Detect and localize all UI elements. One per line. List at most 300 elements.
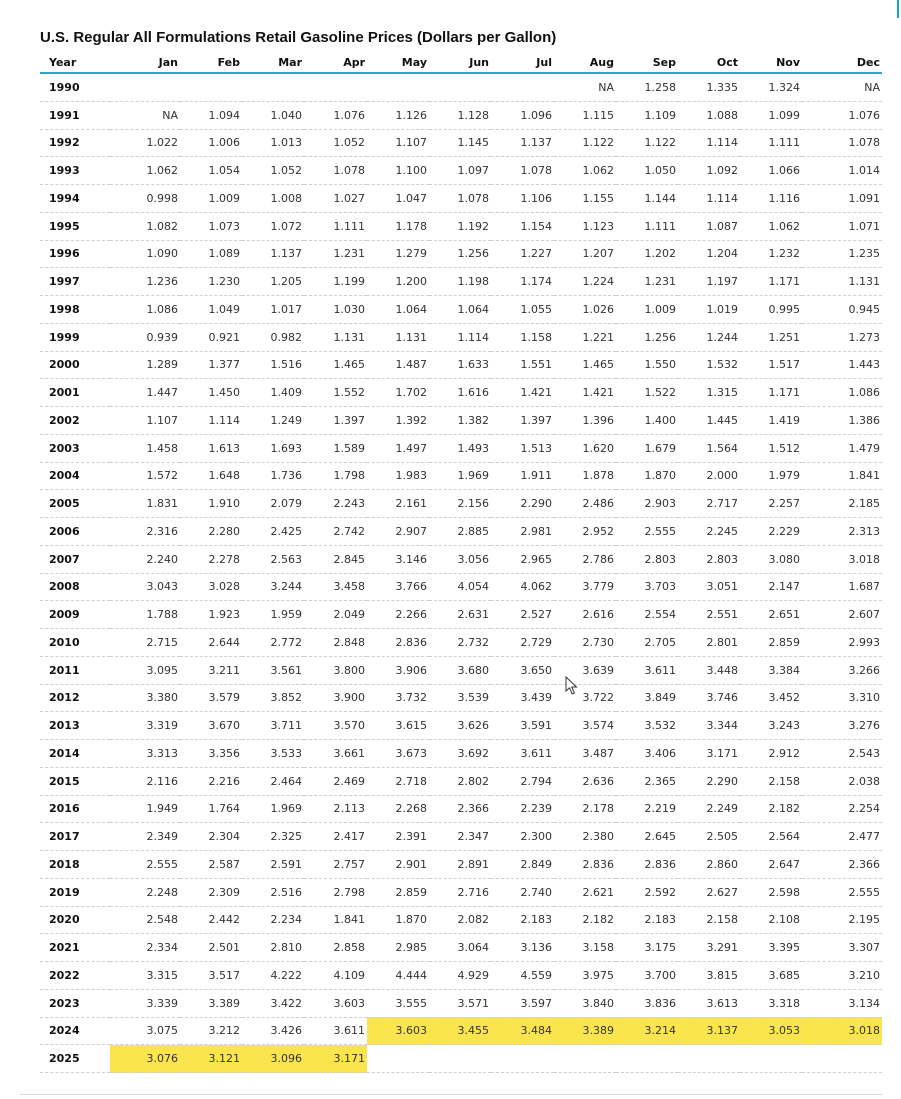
price-cell: 3.626: [429, 712, 491, 740]
price-cell: 1.236: [110, 268, 180, 296]
year-cell: 2009: [40, 601, 110, 629]
table-row: [40, 962, 882, 990]
price-cell: 1.445: [678, 407, 740, 435]
price-cell: 2.845: [304, 545, 367, 573]
price-cell: [242, 73, 304, 101]
table-row: [40, 268, 882, 296]
price-cell: [429, 73, 491, 101]
price-cell: 3.906: [367, 656, 429, 684]
price-cell: 2.347: [429, 823, 491, 851]
year-cell: 2022: [40, 962, 110, 990]
price-cell: 2.349: [110, 823, 180, 851]
price-cell: 1.092: [678, 157, 740, 185]
price-cell: 3.703: [616, 573, 678, 601]
price-cell: 2.952: [554, 518, 616, 546]
year-cell: 2021: [40, 934, 110, 962]
price-cell: 1.479: [802, 434, 882, 462]
table-row: [40, 351, 882, 379]
year-cell: 2013: [40, 712, 110, 740]
price-cell: 1.221: [554, 323, 616, 351]
price-cell: 1.230: [180, 268, 242, 296]
price-cell: 2.740: [491, 878, 554, 906]
price-cell: 2.803: [616, 545, 678, 573]
price-cell: 1.419: [740, 407, 802, 435]
price-cell: 3.900: [304, 684, 367, 712]
year-cell: 1999: [40, 323, 110, 351]
price-cell: 2.527: [491, 601, 554, 629]
price-cell: 1.008: [242, 185, 304, 213]
price-cell: 3.384: [740, 656, 802, 684]
price-cell: 2.290: [491, 490, 554, 518]
year-cell: 1997: [40, 268, 110, 296]
table-row: [40, 1017, 882, 1045]
price-cell: 2.380: [554, 823, 616, 851]
year-cell: 1996: [40, 240, 110, 268]
table-row: [40, 934, 882, 962]
price-cell: 4.444: [367, 962, 429, 990]
price-cell: 2.219: [616, 795, 678, 823]
price-cell: 1.052: [242, 157, 304, 185]
price-cell: 2.757: [304, 851, 367, 879]
price-cell: 2.505: [678, 823, 740, 851]
price-cell: 1.397: [491, 407, 554, 435]
price-cell: 3.211: [180, 656, 242, 684]
price-cell: 2.705: [616, 629, 678, 657]
price-cell: 1.450: [180, 379, 242, 407]
price-cell: 1.572: [110, 462, 180, 490]
price-cell: 1.019: [678, 296, 740, 324]
table-row: [40, 407, 882, 435]
price-cell: 3.722: [554, 684, 616, 712]
price-cell: 1.026: [554, 296, 616, 324]
price-cell: 1.564: [678, 434, 740, 462]
price-cell: 1.013: [242, 129, 304, 157]
year-cell: 2010: [40, 629, 110, 657]
table-row: [40, 878, 882, 906]
year-cell: 1993: [40, 157, 110, 185]
price-cell: 1.693: [242, 434, 304, 462]
price-cell: 1.096: [491, 101, 554, 129]
price-cell: 1.458: [110, 434, 180, 462]
price-cell: 2.810: [242, 934, 304, 962]
price-cell: 1.050: [616, 157, 678, 185]
price-cell: 1.648: [180, 462, 242, 490]
price-cell: 1.171: [740, 268, 802, 296]
price-cell: 0.982: [242, 323, 304, 351]
table-row: [40, 240, 882, 268]
price-cell: 3.611: [304, 1017, 367, 1045]
price-cell: 1.158: [491, 323, 554, 351]
table-row: [40, 989, 882, 1017]
scrollbar-accent: [897, 0, 899, 18]
table-row: [40, 573, 882, 601]
price-cell: 2.563: [242, 545, 304, 573]
price-cell: 2.564: [740, 823, 802, 851]
price-cell: 2.627: [678, 878, 740, 906]
table-row: [40, 73, 882, 101]
price-cell: 2.313: [802, 518, 882, 546]
price-cell: 2.113: [304, 795, 367, 823]
price-cell: 2.183: [491, 906, 554, 934]
price-cell: 2.300: [491, 823, 554, 851]
table-row: [40, 684, 882, 712]
price-cell: [367, 1045, 429, 1073]
price-cell: 1.088: [678, 101, 740, 129]
price-cell: 3.018: [802, 545, 882, 573]
price-cell: 2.442: [180, 906, 242, 934]
price-cell: [678, 1045, 740, 1073]
price-cell: 2.243: [304, 490, 367, 518]
price-cell: [304, 73, 367, 101]
price-cell: 1.114: [180, 407, 242, 435]
table-row: [40, 712, 882, 740]
price-cell: 2.108: [740, 906, 802, 934]
price-cell: 1.831: [110, 490, 180, 518]
price-cell: 2.732: [429, 629, 491, 657]
price-cell: 1.178: [367, 212, 429, 240]
price-cell: 1.144: [616, 185, 678, 213]
price-cell: 1.400: [616, 407, 678, 435]
page-title: U.S. Regular All Formulations Retail Gasoline Prices (Dollars per Gallon): [40, 29, 557, 46]
price-cell: 2.280: [180, 518, 242, 546]
price-cell: 1.589: [304, 434, 367, 462]
price-cell: 2.245: [678, 518, 740, 546]
price-cell: 1.116: [740, 185, 802, 213]
price-cell: 1.382: [429, 407, 491, 435]
price-cell: 1.017: [242, 296, 304, 324]
price-cell: 3.533: [242, 740, 304, 768]
price-cell: 3.406: [616, 740, 678, 768]
price-cell: 1.396: [554, 407, 616, 435]
price-cell: 1.969: [242, 795, 304, 823]
price-cell: 1.273: [802, 323, 882, 351]
column-header-year: Year: [40, 52, 110, 73]
price-cell: 2.216: [180, 767, 242, 795]
year-cell: 2016: [40, 795, 110, 823]
table-row: [40, 767, 882, 795]
price-cell: 2.464: [242, 767, 304, 795]
price-cell: 2.598: [740, 878, 802, 906]
price-cell: 2.801: [678, 629, 740, 657]
column-header-dec: Dec: [802, 52, 882, 73]
price-cell: 3.307: [802, 934, 882, 962]
price-cell: 1.066: [740, 157, 802, 185]
year-cell: 2002: [40, 407, 110, 435]
price-cell: 3.779: [554, 573, 616, 601]
price-cell: 1.923: [180, 601, 242, 629]
price-cell: 2.587: [180, 851, 242, 879]
price-cell: 1.078: [491, 157, 554, 185]
table-header-row: [40, 52, 882, 73]
price-cell: 1.392: [367, 407, 429, 435]
price-cell: 1.979: [740, 462, 802, 490]
table-row: [40, 185, 882, 213]
price-cell: 1.205: [242, 268, 304, 296]
price-cell: [429, 1045, 491, 1073]
price-cell: 3.611: [491, 740, 554, 768]
price-cell: NA: [554, 73, 616, 101]
price-cell: 1.107: [110, 407, 180, 435]
price-cell: 2.555: [616, 518, 678, 546]
price-cell: 1.047: [367, 185, 429, 213]
price-cell: [491, 73, 554, 101]
price-cell: 3.487: [554, 740, 616, 768]
mouse-pointer-icon: [565, 676, 579, 696]
price-cell: 1.522: [616, 379, 678, 407]
price-cell: 2.161: [367, 490, 429, 518]
price-cell: 3.075: [110, 1017, 180, 1045]
price-cell: 2.278: [180, 545, 242, 573]
price-cell: 1.131: [367, 323, 429, 351]
price-cell: 3.579: [180, 684, 242, 712]
price-cell: 3.426: [242, 1017, 304, 1045]
price-cell: 1.279: [367, 240, 429, 268]
price-cell: 1.409: [242, 379, 304, 407]
price-cell: 2.156: [429, 490, 491, 518]
price-cell: 1.107: [367, 129, 429, 157]
price-cell: 0.939: [110, 323, 180, 351]
price-cell: 3.611: [616, 656, 678, 684]
year-cell: 2001: [40, 379, 110, 407]
price-cell: 3.137: [678, 1017, 740, 1045]
price-cell: 1.841: [802, 462, 882, 490]
price-cell: 2.729: [491, 629, 554, 657]
price-cell: 3.555: [367, 989, 429, 1017]
price-cell: NA: [110, 101, 180, 129]
price-cell: 1.078: [304, 157, 367, 185]
price-cell: 2.158: [678, 906, 740, 934]
price-cell: 3.661: [304, 740, 367, 768]
price-cell: 3.692: [429, 740, 491, 768]
price-cell: 3.064: [429, 934, 491, 962]
price-cell: 3.121: [180, 1045, 242, 1073]
table-row: [40, 823, 882, 851]
price-cell: 3.711: [242, 712, 304, 740]
price-cell: 1.532: [678, 351, 740, 379]
price-cell: 1.171: [740, 379, 802, 407]
price-cell: 1.910: [180, 490, 242, 518]
price-cell: 1.078: [429, 185, 491, 213]
price-cell: 1.256: [429, 240, 491, 268]
price-cell: 2.240: [110, 545, 180, 573]
price-cell: 1.315: [678, 379, 740, 407]
price-cell: 3.313: [110, 740, 180, 768]
price-cell: 2.038: [802, 767, 882, 795]
price-cell: 1.335: [678, 73, 740, 101]
price-cell: 3.448: [678, 656, 740, 684]
price-cell: 1.552: [304, 379, 367, 407]
price-cell: 3.613: [678, 989, 740, 1017]
year-cell: 2000: [40, 351, 110, 379]
price-cell: 2.366: [429, 795, 491, 823]
price-cell: 3.975: [554, 962, 616, 990]
price-cell: 1.090: [110, 240, 180, 268]
price-cell: 1.235: [802, 240, 882, 268]
price-cell: 2.849: [491, 851, 554, 879]
price-cell: 1.099: [740, 101, 802, 129]
price-cell: 1.022: [110, 129, 180, 157]
price-cell: 1.009: [616, 296, 678, 324]
price-cell: 2.548: [110, 906, 180, 934]
price-cell: 1.086: [110, 296, 180, 324]
column-header-jan: Jan: [110, 52, 180, 73]
price-cell: 2.516: [242, 878, 304, 906]
price-cell: [802, 1045, 882, 1073]
price-cell: 2.325: [242, 823, 304, 851]
price-cell: 3.210: [802, 962, 882, 990]
price-cell: 3.484: [491, 1017, 554, 1045]
price-cell: 1.421: [554, 379, 616, 407]
price-cell: 3.318: [740, 989, 802, 1017]
price-cell: 1.497: [367, 434, 429, 462]
price-cell: 3.356: [180, 740, 242, 768]
price-cell: 1.969: [429, 462, 491, 490]
price-cell: 2.621: [554, 878, 616, 906]
price-cell: 2.717: [678, 490, 740, 518]
price-cell: 1.027: [304, 185, 367, 213]
year-cell: 2006: [40, 518, 110, 546]
price-cell: 2.616: [554, 601, 616, 629]
price-cell: 2.901: [367, 851, 429, 879]
column-header-aug: Aug: [554, 52, 616, 73]
table-row: [40, 601, 882, 629]
price-cell: 2.742: [304, 518, 367, 546]
table-row: [40, 545, 882, 573]
price-cell: 1.324: [740, 73, 802, 101]
price-cell: 1.493: [429, 434, 491, 462]
price-cell: 2.182: [740, 795, 802, 823]
price-cell: 3.244: [242, 573, 304, 601]
price-cell: 1.123: [554, 212, 616, 240]
price-cell: 2.229: [740, 518, 802, 546]
price-cell: 2.591: [242, 851, 304, 879]
price-cell: 1.687: [802, 573, 882, 601]
price-cell: 2.592: [616, 878, 678, 906]
price-cell: 3.146: [367, 545, 429, 573]
price-cell: 2.858: [304, 934, 367, 962]
price-cell: 1.192: [429, 212, 491, 240]
column-header-jul: Jul: [491, 52, 554, 73]
price-cell: 1.155: [554, 185, 616, 213]
price-cell: 2.391: [367, 823, 429, 851]
table-row: [40, 851, 882, 879]
column-header-may: May: [367, 52, 429, 73]
price-cell: 2.234: [242, 906, 304, 934]
price-cell: 3.214: [616, 1017, 678, 1045]
price-cell: 1.052: [304, 129, 367, 157]
table-row: [40, 462, 882, 490]
price-cell: 3.458: [304, 573, 367, 601]
year-cell: 2005: [40, 490, 110, 518]
price-cell: 1.736: [242, 462, 304, 490]
price-cell: 1.550: [616, 351, 678, 379]
price-cell: 1.089: [180, 240, 242, 268]
price-cell: 2.257: [740, 490, 802, 518]
price-cell: 1.465: [554, 351, 616, 379]
price-cell: 1.207: [554, 240, 616, 268]
price-cell: 2.636: [554, 767, 616, 795]
price-cell: 2.469: [304, 767, 367, 795]
price-cell: 2.907: [367, 518, 429, 546]
price-cell: 3.212: [180, 1017, 242, 1045]
price-cell: 3.051: [678, 573, 740, 601]
price-cell: 1.377: [180, 351, 242, 379]
price-cell: 4.109: [304, 962, 367, 990]
price-cell: 3.096: [242, 1045, 304, 1073]
price-cell: 2.082: [429, 906, 491, 934]
price-cell: 1.197: [678, 268, 740, 296]
price-cell: 1.078: [802, 129, 882, 157]
price-cell: 1.040: [242, 101, 304, 129]
price-cell: 1.198: [429, 268, 491, 296]
price-cell: 4.929: [429, 962, 491, 990]
price-cell: 3.673: [367, 740, 429, 768]
price-cell: 3.603: [367, 1017, 429, 1045]
price-cell: 1.633: [429, 351, 491, 379]
price-cell: [740, 1045, 802, 1073]
price-cell: 2.195: [802, 906, 882, 934]
price-cell: 1.062: [740, 212, 802, 240]
year-cell: 2004: [40, 462, 110, 490]
price-cell: 2.551: [678, 601, 740, 629]
price-cell: 1.227: [491, 240, 554, 268]
price-cell: 3.028: [180, 573, 242, 601]
price-cell: 3.439: [491, 684, 554, 712]
price-cell: 2.185: [802, 490, 882, 518]
price-cell: 1.616: [429, 379, 491, 407]
price-cell: 1.145: [429, 129, 491, 157]
table-row: [40, 157, 882, 185]
price-cell: 1.106: [491, 185, 554, 213]
price-cell: 1.006: [180, 129, 242, 157]
price-cell: 1.030: [304, 296, 367, 324]
price-cell: 2.049: [304, 601, 367, 629]
year-cell: 2015: [40, 767, 110, 795]
price-cell: 1.256: [616, 323, 678, 351]
price-cell: 1.249: [242, 407, 304, 435]
price-cell: 2.794: [491, 767, 554, 795]
price-cell: 2.304: [180, 823, 242, 851]
price-cell: 2.554: [616, 601, 678, 629]
price-cell: 1.421: [491, 379, 554, 407]
price-cell: 1.076: [304, 101, 367, 129]
price-cell: 1.764: [180, 795, 242, 823]
table-row: [40, 101, 882, 129]
price-cell: 2.718: [367, 767, 429, 795]
price-cell: 0.995: [740, 296, 802, 324]
price-cell: 3.134: [802, 989, 882, 1017]
price-cell: 2.802: [429, 767, 491, 795]
price-cell: 2.836: [554, 851, 616, 879]
price-cell: 1.386: [802, 407, 882, 435]
price-cell: 1.788: [110, 601, 180, 629]
price-cell: 1.911: [491, 462, 554, 490]
price-cell: 1.959: [242, 601, 304, 629]
price-cell: 1.199: [304, 268, 367, 296]
price-cell: 1.878: [554, 462, 616, 490]
price-cell: 3.455: [429, 1017, 491, 1045]
price-cell: 3.158: [554, 934, 616, 962]
price-cell: 4.222: [242, 962, 304, 990]
year-cell: 2019: [40, 878, 110, 906]
price-cell: 1.224: [554, 268, 616, 296]
price-cell: 3.597: [491, 989, 554, 1017]
table-row: [40, 795, 882, 823]
price-cell: 1.094: [180, 101, 242, 129]
price-cell: 3.732: [367, 684, 429, 712]
price-cell: 1.137: [242, 240, 304, 268]
price-cell: 1.111: [740, 129, 802, 157]
